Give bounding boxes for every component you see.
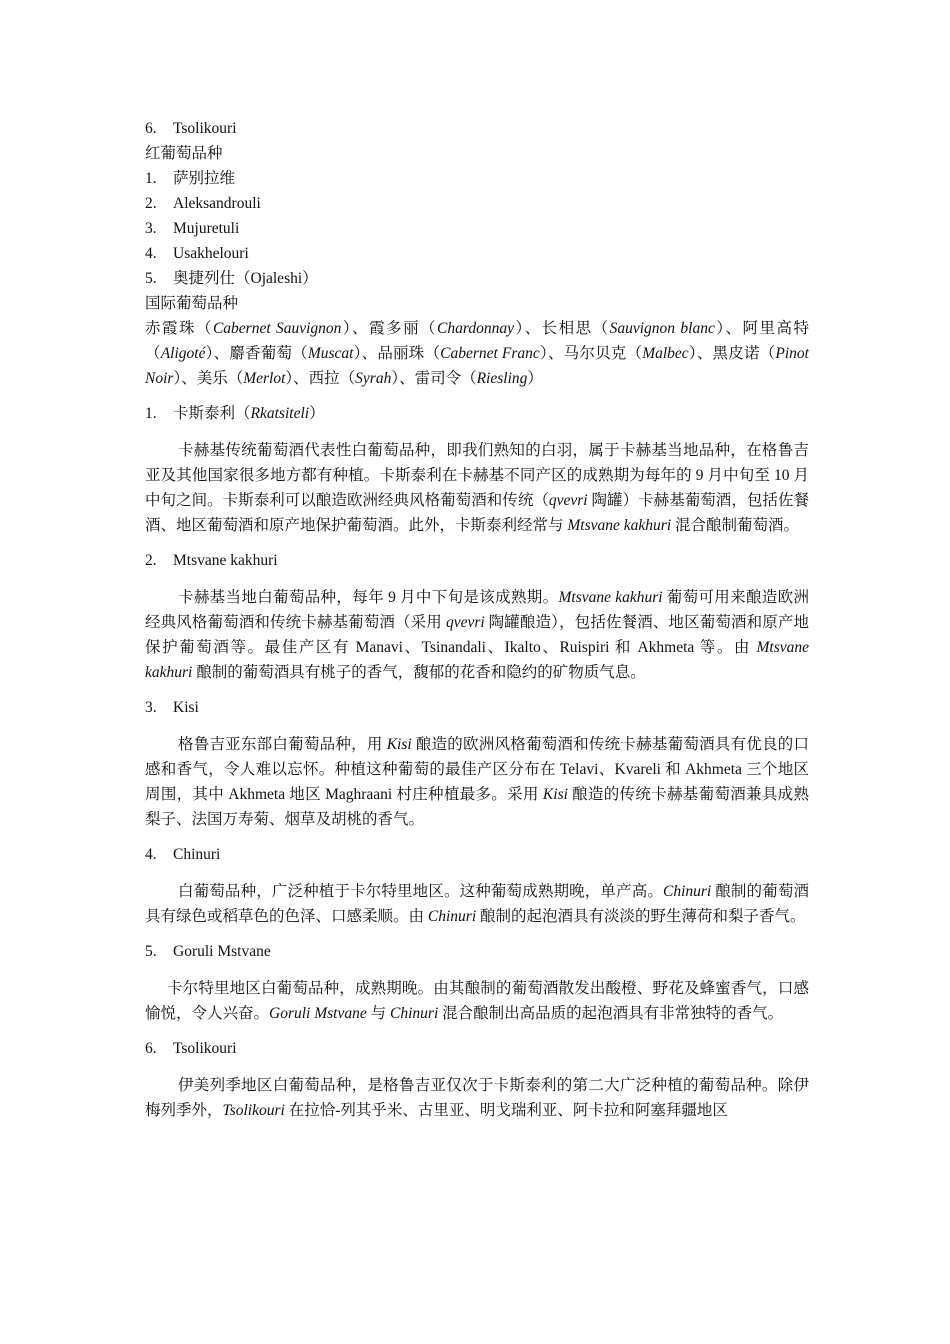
section-number: 1. bbox=[145, 405, 157, 422]
section-number: 6. bbox=[145, 1040, 157, 1057]
list-item bbox=[145, 166, 809, 191]
section-title: Tsolikouri bbox=[173, 1040, 237, 1057]
list-number: 5. bbox=[145, 270, 157, 287]
list-item bbox=[145, 216, 809, 241]
list-text: Usakhelouri bbox=[173, 245, 249, 262]
section-number: 2. bbox=[145, 552, 157, 569]
list-text: Tsolikouri bbox=[173, 120, 237, 137]
section-heading bbox=[145, 1036, 809, 1061]
section-heading bbox=[145, 401, 809, 426]
section-heading bbox=[145, 842, 809, 867]
section-number: 5. bbox=[145, 943, 157, 960]
list-item bbox=[145, 116, 809, 141]
section-number: 4. bbox=[145, 846, 157, 863]
red-grapes-heading: 红葡萄品种 bbox=[145, 145, 223, 162]
section-body: 卡赫基当地白葡萄品种，每年 9 月中下旬是该成熟期。Mtsvane kakhuri 葡萄可用来酿造欧洲经典风格葡萄酒和传统卡赫基葡萄酒（采用 qvevri 陶罐酿造），包括佐餐酒、地区葡萄酒和原产地保护葡萄酒等。最佳产区有 Manavi、Tsinandali、Ikalto、Ruispiri 和 Akhmeta 等。由 Mtsvane kakhuri 酿制的葡萄酒具有桃子的香气，馥郁的花香和隐约的矿物质气息。 bbox=[145, 589, 809, 681]
section-body: 白葡萄品种，广泛种植于卡尔特里地区。这种葡萄成熟期晚，单产高。Chinuri 酿制的葡萄酒具有绿色或稻草色的色泽、口感柔顺。由 Chinuri 酿制的起泡酒具有淡淡的野生薄荷和梨子香气。 bbox=[145, 883, 809, 925]
section-title: Kisi bbox=[173, 699, 199, 716]
section-title: 卡斯泰利（Rkatsiteli） bbox=[173, 405, 325, 422]
section-title: Chinuri bbox=[173, 846, 221, 863]
section-heading bbox=[145, 548, 809, 573]
section-body: 格鲁吉亚东部白葡萄品种，用 Kisi 酿造的欧洲风格葡萄酒和传统卡赫基葡萄酒具有优良的口感和香气，令人难以忘怀。种植这种葡萄的最佳产区分布在 Telavi、Kvareli 和 Akhmeta 三个地区周围，其中 Akhmeta 地区 Maghraani 村庄种植最多。采用 Kisi 酿造的传统卡赫基葡萄酒兼具成熟梨子、法国万寿菊、烟草及胡桃的香气。 bbox=[145, 736, 809, 828]
list-item bbox=[145, 191, 809, 216]
international-grapes-list: 赤霞珠（Cabernet Sauvignon）、霞多丽（Chardonnay）、长相思（Sauvignon blanc）、阿里高特（Aligoté）、麝香葡萄（Muscat）、品丽珠（Cabernet Franc）、马尔贝克（Malbec）、黑皮诺（Pinot Noir）、美乐（Merlot）、西拉（Syrah）、雷司令（Riesling） bbox=[145, 320, 809, 387]
section-body: 伊美列季地区白葡萄品种，是格鲁吉亚仅次于卡斯泰利的第二大广泛种植的葡萄品种。除伊梅列季外，Tsolikouri 在拉恰-列其乎米、古里亚、明戈瑞利亚、阿卡拉和阿塞拜疆地区 bbox=[145, 1077, 809, 1119]
list-item bbox=[145, 241, 809, 266]
list-text: 萨别拉维 bbox=[173, 170, 236, 187]
list-text: Aleksandrouli bbox=[173, 195, 261, 212]
international-grapes-heading: 国际葡萄品种 bbox=[145, 295, 239, 312]
section-title: Goruli Mstvane bbox=[173, 943, 271, 960]
document-content bbox=[145, 116, 809, 1123]
list-number: 2. bbox=[145, 195, 157, 212]
list-number: 4. bbox=[145, 245, 157, 262]
section-number: 3. bbox=[145, 699, 157, 716]
list-item bbox=[145, 266, 809, 291]
list-number: 3. bbox=[145, 220, 157, 237]
list-text: 奥捷列仕（Ojaleshi） bbox=[173, 270, 318, 287]
section-body: 卡赫基传统葡萄酒代表性白葡萄品种，即我们熟知的白羽，属于卡赫基当地品种，在格鲁吉亚及其他国家很多地方都有种植。卡斯泰利在卡赫基不同产区的成熟期为每年的 9 月中旬至 10 月中旬之间。卡斯泰利可以酿造欧洲经典风格葡萄酒和传统（qvevri 陶罐）卡赫基葡萄酒，包括佐餐酒、地区葡萄酒和原产地保护葡萄酒。此外，卡斯泰利经常与 Mtsvane kakhuri 混合酿制葡萄酒。 bbox=[145, 442, 809, 534]
section-heading bbox=[145, 695, 809, 720]
list-number: 6. bbox=[145, 120, 157, 137]
section-heading bbox=[145, 939, 809, 964]
list-number: 1. bbox=[145, 170, 157, 187]
list-text: Mujuretuli bbox=[173, 220, 240, 237]
section-title: Mtsvane kakhuri bbox=[173, 552, 278, 569]
section-body: 卡尔特里地区白葡萄品种，成熟期晚。由其酿制的葡萄酒散发出酸橙、野花及蜂蜜香气，口感愉悦，令人兴奋。Goruli Mstvane 与 Chinuri 混合酿制出高品质的起泡酒具有非常独特的香气。 bbox=[145, 980, 809, 1022]
